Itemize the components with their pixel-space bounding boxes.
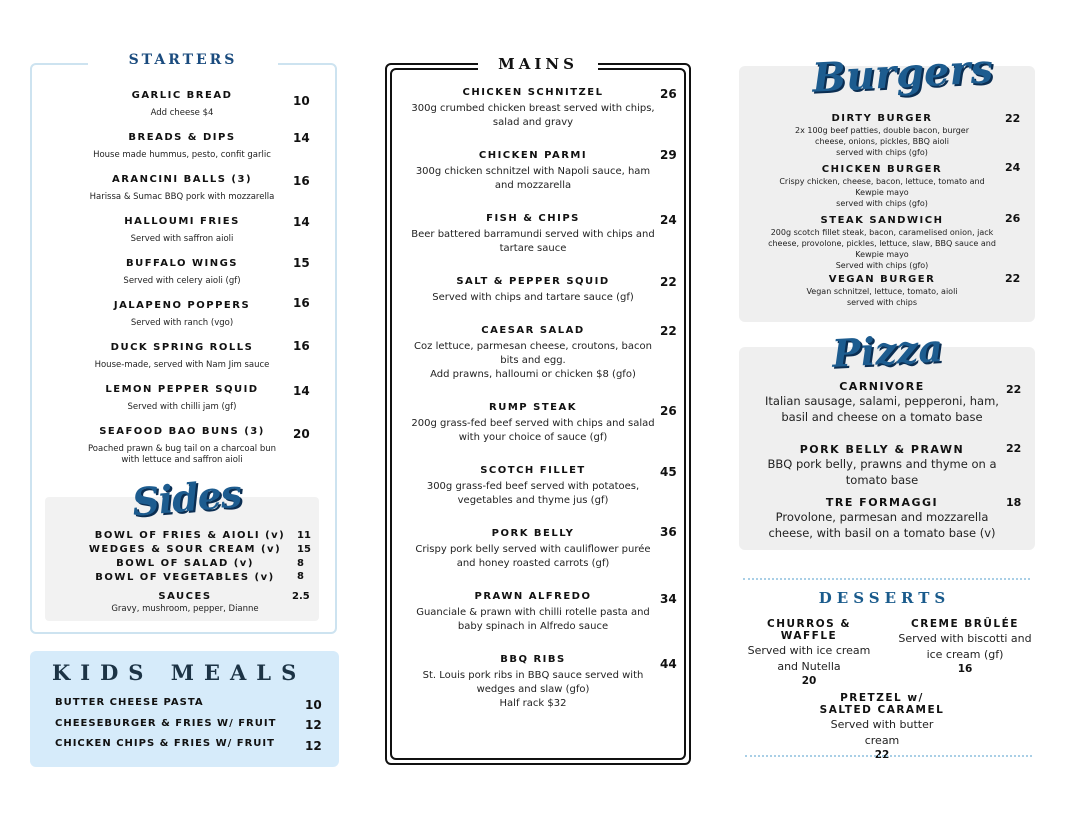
item-name: CHICKEN PARMI (478, 150, 588, 161)
menu-item (762, 380, 1002, 425)
item-name: ARANCINI BALLS (3) (111, 174, 253, 185)
side-item-name: WEDGES & SOUR CREAM (v) (88, 544, 282, 555)
item-price: 16 (293, 339, 310, 353)
item-description: House-made, served with Nam Jim sauce (94, 360, 270, 370)
side-item-name: BOWL OF VEGETABLES (v) (95, 572, 275, 583)
menu-item (62, 90, 302, 119)
item-description: Add cheese $4 (150, 108, 214, 118)
item-name: PRETZEL w/ SALTED CARAMEL (819, 692, 945, 716)
item-description: Harissa & Sumac BBQ pork with mozzarella (89, 192, 275, 202)
item-price: 26 (660, 404, 677, 418)
item-price: 18 (1006, 496, 1022, 509)
menu-item (62, 132, 302, 161)
item-price: 45 (660, 465, 677, 479)
item-description: 300g grass-fed beef served with potatoes, vegetables and thyme jus (gf) (426, 481, 640, 506)
item-name: CHICKEN BURGER (821, 164, 943, 175)
item-price: 44 (660, 657, 677, 671)
menu-item (405, 465, 661, 508)
mains-heading: MAINS (478, 55, 598, 73)
item-description: Served with ice cream and Nutella (747, 644, 871, 673)
item-extra: served with chips (846, 298, 918, 307)
item-price: 10 (293, 94, 310, 108)
item-price: 15 (293, 256, 310, 270)
item-price: 22 (874, 749, 890, 761)
item-description: House made hummus, pesto, confit garlic (93, 150, 271, 160)
item-price: 34 (660, 592, 677, 606)
menu-item (405, 87, 661, 130)
menu-item (762, 443, 1002, 488)
item-price: 20 (801, 675, 817, 687)
item-price: 24 (1005, 161, 1021, 174)
item-name: PRAWN ALFREDO (474, 591, 592, 602)
menu-item (405, 150, 661, 193)
kids-item-name: CHEESEBURGER & FRIES W/ FRUIT (55, 718, 277, 729)
burgers-heading: Burgers (810, 45, 995, 102)
item-name: CHURROS & WAFFLE (767, 618, 851, 642)
pizza-heading: Pizza (830, 325, 944, 376)
item-name: DIRTY BURGER (831, 113, 933, 124)
item-name: SCOTCH FILLET (480, 465, 586, 476)
menu-item (405, 325, 661, 382)
item-name: JALAPENO POPPERS (113, 300, 251, 311)
item-name: LEMON PEPPER SQUID (105, 384, 259, 395)
menu-item (62, 174, 302, 203)
item-price: 14 (293, 215, 310, 229)
item-description: Vegan schnitzel, lettuce, tomato, aioli (806, 287, 958, 296)
item-description: 300g crumbed chicken breast served with chips, salad and gravy (411, 103, 655, 128)
item-price: 2.5 (292, 591, 310, 602)
item-name: HALLOUMI FRIES (124, 216, 240, 227)
menu-item (739, 618, 879, 687)
item-name: BBQ RIBS (500, 654, 566, 665)
item-name: PORK BELLY (491, 528, 575, 539)
item-price: 16 (293, 296, 310, 310)
sides-heading: Sides (130, 470, 243, 525)
item-description: Gravy, mushroom, pepper, Dianne (111, 604, 259, 614)
item-name: RUMP STEAK (489, 402, 577, 413)
item-description: Served with butter cream (830, 718, 934, 747)
sauces-item (85, 591, 285, 615)
item-price: 14 (293, 131, 310, 145)
menu-item (765, 215, 999, 271)
menu-item (765, 164, 999, 209)
item-name: FISH & CHIPS (486, 213, 580, 224)
dessert-divider-bottom (745, 755, 1032, 757)
item-extra: Half rack $32 (499, 698, 567, 709)
item-name: VEGAN BURGER (828, 274, 936, 285)
item-name: TRE FORMAGGI (825, 496, 939, 509)
item-name: GARLIC BREAD (131, 90, 233, 101)
kids-heading: KIDS MEALS (52, 660, 307, 685)
item-price: 29 (660, 148, 677, 162)
item-name: CARNIVORE (839, 380, 925, 393)
item-price: 36 (660, 525, 677, 539)
item-name: DUCK SPRING ROLLS (110, 342, 254, 353)
item-description: 300g chicken schnitzel with Napoli sauce, ham and mozzarella (415, 166, 651, 191)
item-description: Served with celery aioli (gf) (123, 276, 241, 286)
menu-item (405, 402, 661, 445)
side-item-price: 15 (297, 544, 311, 555)
item-description: Crispy pork belly served with cauliflower purée and honey roasted carrots (gf) (415, 544, 651, 569)
menu-item (765, 113, 999, 158)
item-extra: served with chips (gfo) (836, 199, 928, 208)
side-item-price: 8 (297, 558, 304, 569)
item-description: Coz lettuce, parmesan cheese, croutons, bacon bits and egg. (414, 341, 652, 366)
item-name: PORK BELLY & PRAWN (799, 443, 965, 456)
item-name: SALT & PEPPER SQUID (456, 276, 610, 287)
side-item-price: 8 (297, 571, 304, 582)
item-description: Italian sausage, salami, pepperoni, ham, basil and cheese on a tomato base (765, 394, 999, 424)
item-price: 22 (1006, 383, 1022, 396)
menu-item (62, 216, 302, 245)
item-description: 200g scotch fillet steak, bacon, caramelised onion, jack cheese, provolone, pickles, lettuce, slaw, BBQ sauce and Kewpie mayo (768, 228, 996, 259)
menu-item (82, 426, 282, 466)
item-price: 22 (1005, 272, 1021, 285)
item-description: 2x 100g beef patties, double bacon, burger cheese, onions, pickles, BBQ aioli (794, 126, 969, 146)
item-price: 24 (660, 213, 677, 227)
side-item-name: BOWL OF SALAD (v) (116, 558, 254, 569)
starters-heading: STARTERS (88, 52, 278, 68)
item-description: Served with ranch (vgo) (130, 318, 234, 328)
item-description: Provolone, parmesan and mozzarella cheese, with basil on a tomato base (v) (768, 510, 996, 540)
item-price: 16 (293, 174, 310, 188)
item-price: 22 (660, 275, 677, 289)
item-price: 22 (1005, 112, 1021, 125)
menu-item (812, 692, 952, 761)
item-name: BREADS & DIPS (128, 132, 236, 143)
menu-item (765, 274, 999, 308)
item-description: Served with chilli jam (gf) (127, 402, 237, 412)
side-item-price: 11 (297, 530, 311, 541)
item-extra: Add prawns, halloumi or chicken $8 (gfo) (430, 369, 636, 380)
item-name: STEAK SANDWICH (820, 215, 944, 226)
menu-item (405, 213, 661, 256)
item-description: Beer battered barramundi served with chips and tartare sauce (411, 229, 655, 254)
kids-item-name: BUTTER CHEESE PASTA (55, 697, 204, 708)
desserts-heading: DESSERTS (818, 589, 951, 607)
item-description: 200g grass-fed beef served with chips and salad with your choice of sauce (gf) (411, 418, 655, 443)
item-description: Crispy chicken, cheese, bacon, lettuce, tomato and Kewpie mayo (779, 177, 985, 197)
item-price: 20 (293, 427, 310, 441)
item-description: Guanciale & prawn with chilli rotelle pasta and baby spinach in Alfredo sauce (416, 607, 650, 632)
kids-item-price: 12 (305, 718, 322, 732)
dessert-divider-top (743, 578, 1030, 580)
menu-item (895, 618, 1035, 675)
kids-item-name: CHICKEN CHIPS & FRIES W/ FRUIT (55, 738, 275, 749)
menu-item (405, 276, 661, 305)
menu-item (62, 258, 302, 287)
item-price: 22 (660, 324, 677, 338)
menu-item (62, 384, 302, 413)
menu-item (62, 300, 302, 329)
kids-item-price: 10 (305, 698, 322, 712)
item-price: 16 (957, 663, 973, 675)
menu-item (762, 496, 1002, 541)
side-item-name: BOWL OF FRIES & AIOLI (v) (94, 530, 286, 541)
item-price: 14 (293, 384, 310, 398)
item-price: 26 (1005, 212, 1021, 225)
item-name: CREME BRÛLÉE (911, 618, 1019, 630)
menu-item (405, 654, 661, 711)
item-description: Served with biscotti and ice cream (gf) (898, 632, 1032, 661)
item-price: 22 (1006, 442, 1022, 455)
item-name: CAESAR SALAD (481, 325, 585, 336)
menu-item (62, 342, 302, 371)
item-description: Served with chips and tartare sauce (gf) (432, 292, 634, 303)
menu-item (405, 528, 661, 571)
item-name: SEAFOOD BAO BUNS (3) (99, 426, 265, 437)
item-name: SAUCES (158, 591, 212, 602)
item-description: Served with saffron aioli (130, 234, 234, 244)
item-description: St. Louis pork ribs in BBQ sauce served with wedges and slaw (gfo) (422, 670, 644, 695)
menu-item (405, 591, 661, 634)
item-extra: served with chips (gfo) (836, 148, 928, 157)
item-description: BBQ pork belly, prawns and thyme on a tomato base (767, 457, 997, 487)
kids-item-price: 12 (305, 739, 322, 753)
item-extra: Served with chips (gfo) (835, 261, 929, 270)
item-name: BUFFALO WINGS (125, 258, 239, 269)
item-description: Poached prawn & bug tail on a charcoal bun with lettuce and saffron aioli (87, 444, 277, 465)
item-price: 26 (660, 87, 677, 101)
item-name: CHICKEN SCHNITZEL (462, 87, 604, 98)
